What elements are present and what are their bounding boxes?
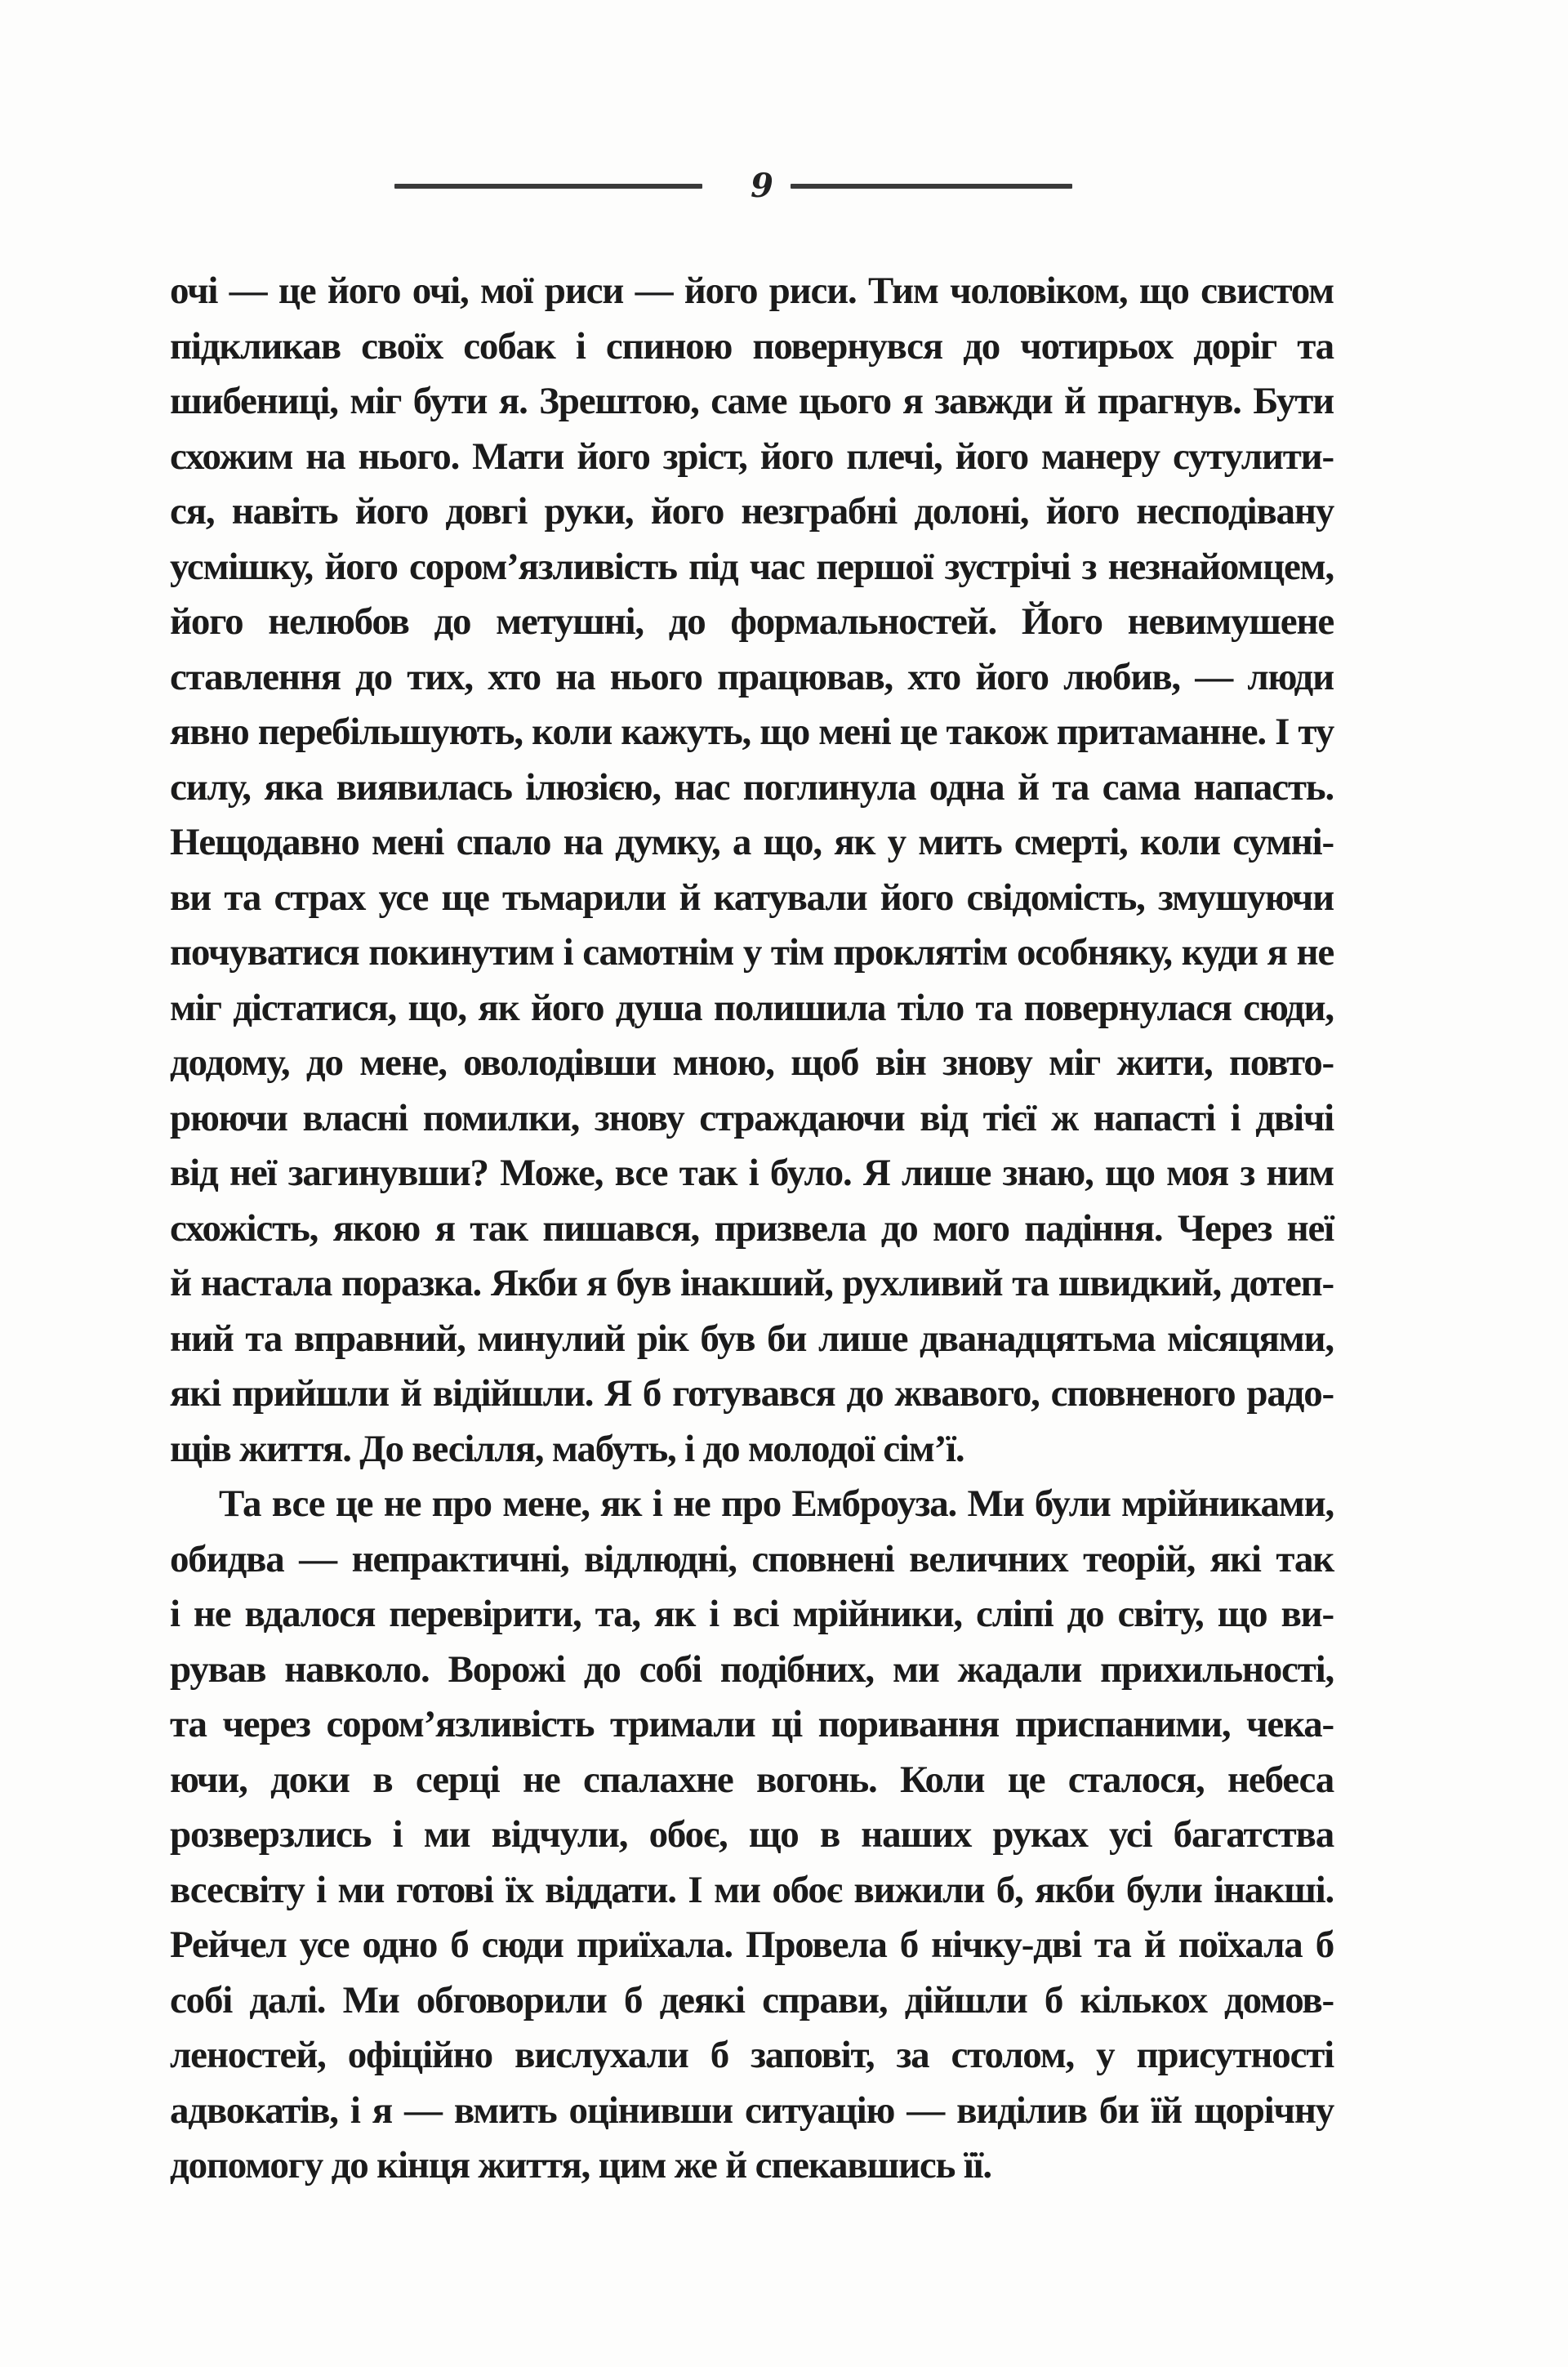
text-line: допомогу до кінця життя, цим же й спекавшись її. (170, 2144, 991, 2186)
paragraph-1 (170, 264, 1334, 1477)
text-line: ся, навіть його довгі руки, його незграбні долоні, його несподівану (170, 490, 1334, 533)
text-line: Нещодавно мені спало на думку, а що, як у мить смерті, коли сумні- (170, 821, 1334, 863)
text-line: підкликав своїх собак і спиною повернувся до чотирьох доріг та (170, 324, 1334, 368)
text-line: розверзлись і ми відчули, обоє, що в наших руках усі багатства (170, 1813, 1334, 1856)
text-line: Рейчел усе одно б сюди приїхала. Провела б нічку-дві та й поїхала б (170, 1923, 1334, 1966)
text-line: явно перебільшують, коли кажуть, що мені це також притаманне. І ту (170, 711, 1334, 753)
text-line: обидва — непрактичні, відлюдні, сповнені величних теорій, які так (170, 1537, 1334, 1580)
text-line: рюючи власні помилки, знову страждаючи від тієї ж напасті і двічі (170, 1096, 1334, 1139)
text-line: силу, яка виявилась ілюзією, нас поглинула одна й та сама напасть. (170, 765, 1334, 809)
text-line: рував навколо. Ворожі до собі подібних, ми жадали прихильності, (170, 1647, 1334, 1691)
text-line: і не вдалося перевірити, та, як і всі мрійники, сліпі до світу, що ви- (170, 1593, 1334, 1635)
text-line: схожість, якою я так пишався, призвела до мого падіння. Через неї (170, 1206, 1334, 1250)
text-line: усмішку, його сором’язливість під час першої зустрічі з незнайомцем, (170, 545, 1334, 588)
page-header (394, 163, 1072, 209)
text-line: схожим на нього. Мати його зріст, його плечі, його манеру сутулити- (170, 435, 1334, 478)
text-line: Та все це не про мене, як і не про Емброуза. Ми були мрійниками, (219, 1482, 1334, 1525)
text-line: ний та вправний, минулий рік був би лише дванадцятьма місяцями, (170, 1317, 1334, 1360)
text-line: щів життя. До весілля, мабуть, і до молодої сім’ї. (170, 1427, 964, 1470)
text-line: ви та страх усе ще тьмарили й катували його свідомість, змушуючи (170, 876, 1334, 919)
text-line: леностей, офіційно вислухали б заповіт, за столом, у присутності (170, 2034, 1334, 2076)
page-number: 9 (751, 167, 773, 205)
text-line: додому, до мене, оволодівши мною, щоб він знову міг жити, повто- (170, 1041, 1334, 1084)
text-line: ставлення до тих, хто на нього працював, хто його любив, — люди (170, 655, 1334, 698)
text-line: шибениці, міг бути я. Зрештою, саме цього я завжди й прагнув. Бути (170, 380, 1334, 422)
text-line: ючи, доки в серці не спалахне вогонь. Коли це сталося, небеса (170, 1758, 1334, 1801)
text-line: та через сором’язливість тримали ці поривання приспаними, чека- (170, 1703, 1334, 1745)
text-line: собі далі. Ми обговорили б деякі справи, дійшли б кількох домов- (170, 1978, 1334, 2022)
text-line: й настала поразка. Якби я був інакший, рухливий та швидкий, дотеп- (170, 1262, 1334, 1304)
text-line: почуватися покинутим і самотнім у тім проклятім особняку, куди я не (170, 931, 1334, 974)
text-line: міг дістатися, що, як його душа полишила тіло та повернулася сюди, (170, 986, 1334, 1029)
body-text (170, 264, 1334, 2194)
text-line: очі — це його очі, мої риси — його риси. Тим чоловіком, що свистом (170, 270, 1334, 312)
text-line: адвокатів, і я — вмить оцінивши ситуацію — виділив би їй щорічну (170, 2088, 1334, 2132)
header-rule-right (791, 184, 1072, 189)
text-line: від неї загинувши? Може, все так і було. Я лише знаю, що моя з ним (170, 1152, 1334, 1194)
header-rule-left (394, 184, 702, 189)
paragraph-2 (170, 1477, 1334, 2194)
text-line: його нелюбов до метушні, до формальностей. Його невимушене (170, 600, 1334, 643)
text-line: всесвіту і ми готові їх віддати. І ми обоє вижили б, якби були інакші. (170, 1868, 1334, 1911)
text-line: які прийшли й відійшли. Я б готувався до жвавого, сповненого радо- (170, 1372, 1334, 1415)
